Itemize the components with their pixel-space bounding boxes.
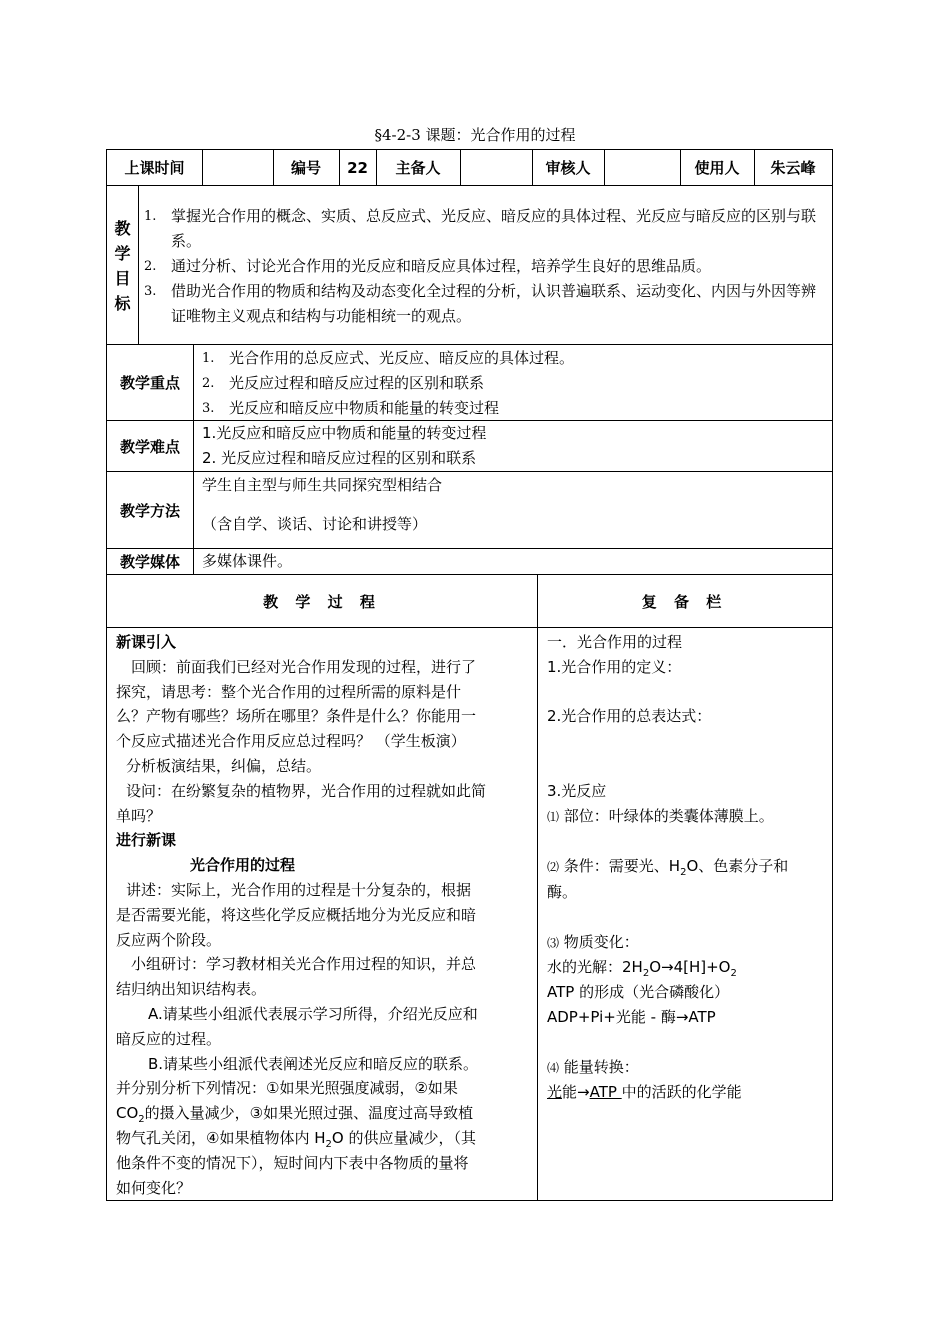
number-label: 编号: [290, 159, 321, 177]
process-left-column: 新课引入 回顾：前面我们已经对光合作用发现的过程，进行了 探究，请思考：整个光合作用的过程所需的原料是什 么？产物有哪些？场所在哪里？条件是什么？你能用一 个反应式描述光合作用反应总过程吗？ （学生板演） 分析板演结果，纠偏，总结。 设问：在纷繁复杂的植物界，光合作用的过程就如此简 单吗？ 进行新课 光合作用的过程 讲述：实际上，光合作用的过程是十分复杂的，根据 是否需要光能，将这些化学反应概括地分为光反应和暗 反应两个阶段。 小组研讨：学习教材相关光合作用过程的知识，并总 结归纳出知识结构表。 A.请某些小组派代表展示学习所得，介绍光反应和 暗反应的过程。 B.请某些小组派代表阐述光反应和暗反应的联系。 并分别分析下列情况：①如果光照强度减弱，②如果 $CO_2$的摄入量减少，③如果光照过强、温度过高导致植 物气孔关闭，④如果植物体内 $H_2O$ 的供应量减少，（其 他条件不变的情况下），短时间内下表中各物质的量将 如何变化？: [116, 633, 487, 1197]
key-point-item: 3. 光反应和暗反应中物质和能量的转变过程: [202, 399, 500, 417]
page-title: §4-2-3 课题：光合作用的过程: [374, 126, 576, 144]
header-row: [106, 149, 833, 186]
process-header-row: [106, 574, 833, 628]
objectives-label: 教 学 目 标: [114, 219, 131, 313]
user-value: 朱云峰: [770, 159, 816, 177]
difficulties-section: [106, 420, 833, 472]
process-body: [106, 627, 833, 1201]
reviewer-value: [604, 150, 680, 185]
difficulties-label: 教学难点: [119, 437, 180, 456]
objectives-section: [106, 185, 833, 345]
preparer-label: 主备人: [395, 159, 441, 177]
difficulties-text: 1.光反应和暗反应中物质和能量的转变过程 2. 光反应过程和暗反应过程的区别和联系: [202, 424, 487, 467]
methods-label: 教学方法: [119, 501, 180, 520]
objective-item: 1. 掌握光合作用的概念、实质、总反应式、光反应、暗反应的具体过程、光反应与暗反应的区别与联系。: [144, 207, 817, 250]
class-time-value: [202, 150, 273, 185]
user-label: 使用人: [694, 159, 740, 177]
process-right-header: 复 备 栏: [641, 592, 728, 611]
process-right-column: 一．光合作用的过程 1.光合作用的定义： 2.光合作用的总表达式： 3.光反应 ⑴ 部位：叶绿体的类囊体薄膜上。 ⑵ 条件：需要光、$H_2O$、色素分子和 酶。 ⑶ 物质变化： 水的光解：$2H_2O\to 4[H]+O_2$ ATP 的形成（光合磷酸化） ADP+Pi+光能 - 酶→ATP ⑷ 能量转换： 光能→ATP 中的活跃的化学能: [547, 633, 789, 1102]
number-value: 22: [347, 158, 368, 177]
key-point-item: 2. 光反应过程和暗反应过程的区别和联系: [202, 374, 485, 392]
key-points-section: [106, 344, 833, 421]
methods-line-2: （含自学、谈话、讨论和讲授等）: [202, 515, 428, 533]
objectives-list: [144, 204, 828, 329]
key-points-list: [202, 346, 822, 421]
process-left-header: 教 学 过 程: [263, 592, 381, 611]
key-point-item: 1. 光合作用的总反应式、光反应、暗反应的具体过程。: [202, 349, 575, 367]
preparer-value: [460, 150, 532, 185]
key-points-label: 教学重点: [119, 374, 180, 392]
media-section: [106, 548, 833, 575]
reviewer-label: 审核人: [545, 159, 591, 177]
methods-section: [106, 471, 833, 549]
methods-line-1: 学生自主型与师生共同探究型相结合: [202, 476, 443, 494]
media-label: 教学媒体: [119, 553, 180, 571]
objective-item: 3. 借助光合作用的物质和结构及动态变化全过程的分析，认识普遍联系、运动变化、内因与外因等辨证唯物主义观点和结构与功能相统一的观点。: [144, 282, 817, 325]
class-time-label: 上课时间: [124, 159, 185, 177]
media-value: 多媒体课件。: [202, 552, 293, 570]
objective-item: 2. 通过分析、讨论光合作用的光反应和暗反应具体过程，培养学生良好的思维品质。: [144, 257, 712, 275]
